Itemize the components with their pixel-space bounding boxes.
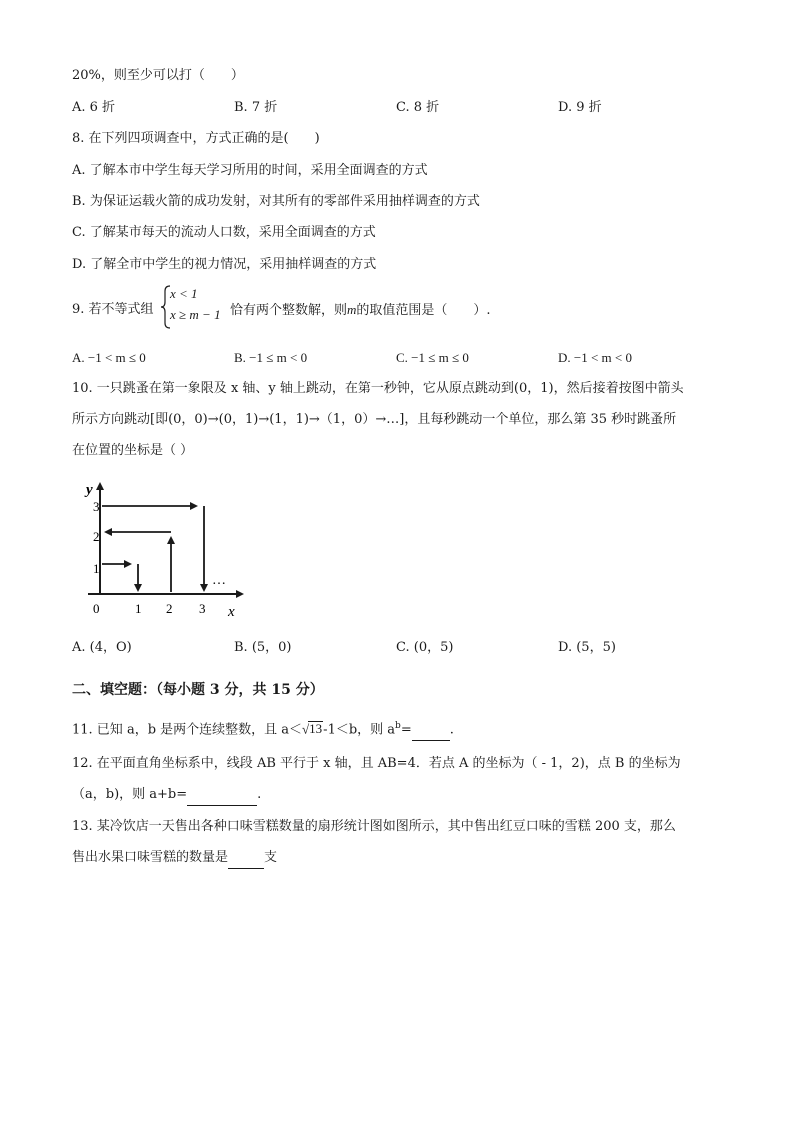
x-axis-label: x xyxy=(228,604,235,620)
sqrt-icon: √ xyxy=(302,721,310,737)
q9-prefix: 9. 若不等式组 xyxy=(72,302,154,317)
q10-line-2: 所示方向跳动[即(0，0)→(0，1)→(1，1)→（1，0）→…]，且每秒跳动一个单位，那么第 35 秒时跳蚤所 xyxy=(72,412,677,427)
q7-option-d: D. 9 折 xyxy=(558,100,602,115)
q9-suffix-b: 的取值范围是（ ）. xyxy=(356,303,491,318)
y-tick-label: 3 xyxy=(93,499,100,514)
q13-answer-blank[interactable] xyxy=(228,848,264,869)
q9-suffix-a: 恰有两个整数解，则 xyxy=(230,303,348,318)
flea-path-figure xyxy=(80,476,260,624)
q9-option-d: D. −1 < m < 0 xyxy=(558,350,632,365)
q7-stem-tail: 20%，则至少可以打（ ） xyxy=(72,68,244,83)
q10-option-b: B. (5，0) xyxy=(234,640,292,655)
q11 xyxy=(72,716,454,741)
system-line-1: x < 1 xyxy=(170,286,198,301)
q9-option-b: B. −1 ≤ m < 0 xyxy=(234,350,308,365)
q12-line-2 xyxy=(72,785,261,806)
q9-option-a: A. −1 < m ≤ 0 xyxy=(72,350,146,365)
y-tick-label: 2 xyxy=(93,529,100,544)
system-line-2: x ≥ m − 1 xyxy=(170,307,221,322)
q11-answer-blank[interactable] xyxy=(412,720,450,741)
q8-stem: 8. 在下列四项调查中，方式正确的是( ) xyxy=(72,131,320,146)
q11-middle: -1＜b，则 a xyxy=(323,722,396,738)
q9-suffix xyxy=(230,300,491,321)
q10-line-1: 10. 一只跳蚤在第一象限及 x 轴、y 轴上跳动，在第一秒钟，它从原点跳动到(0，1)，然后接着按图中箭头 xyxy=(72,381,684,396)
q11-suffix: = xyxy=(400,722,412,738)
q10-option-a: A. (4，O) xyxy=(72,640,132,655)
x-tick-label: 2 xyxy=(166,601,173,616)
q11-end: . xyxy=(449,722,454,738)
q13-line-2 xyxy=(72,848,277,869)
y-tick-label: 1 xyxy=(93,561,100,576)
q10-option-d: D. (5，5) xyxy=(558,640,616,655)
q12-answer-blank[interactable] xyxy=(187,785,257,806)
q7-option-a: A. 6 折 xyxy=(72,100,116,115)
y-axis-label: y xyxy=(86,482,93,498)
q8-option-a: A. 了解本市中学生每天学习所用的时间，采用全面调查的方式 xyxy=(72,163,428,178)
q8-option-b: B. 为保证运载火箭的成功发射，对其所有的零部件采用抽样调查的方式 xyxy=(72,194,480,209)
q11-radicand: 13 xyxy=(309,721,323,737)
q11-exponent: b xyxy=(395,721,401,731)
q10-option-c: C. (0，5) xyxy=(396,640,454,655)
q13-line-2-text: 售出水果口味雪糕的数量是 xyxy=(72,850,229,865)
q12-end: . xyxy=(257,787,262,802)
q9-var-m: m xyxy=(347,302,357,317)
q11-prefix: 11. 已知 a，b 是两个连续整数，且 a＜ xyxy=(72,722,303,738)
ellipsis: … xyxy=(212,573,226,588)
x-tick-label: 0 xyxy=(93,601,100,616)
q13-line-1: 13. 某冷饮店一天售出各种口味雪糕数量的扇形统计图如图所示，其中售出红豆口味的雪糕 200 支，那么 xyxy=(72,819,676,834)
section-heading-fill-blank: 二、填空题：（每小题 3 分，共 15 分） xyxy=(72,682,324,698)
q12-line-2-text: （a，b)，则 a+b= xyxy=(72,787,188,802)
q13-end: 支 xyxy=(264,850,278,865)
q9-option-c: C. −1 ≤ m ≤ 0 xyxy=(396,350,469,365)
q7-option-b: B. 7 折 xyxy=(234,100,278,115)
x-tick-label: 1 xyxy=(135,601,142,616)
q7-option-c: C. 8 折 xyxy=(396,100,440,115)
q12-line-1: 12. 在平面直角坐标系中，线段 AB 平行于 x 轴，且 AB=4．若点 A 的坐标为（ - 1，2)，点 B 的坐标为 xyxy=(72,756,681,771)
x-tick-label: 3 xyxy=(199,601,206,616)
q8-option-d: D. 了解全市中学生的视力情况，采用抽样调查的方式 xyxy=(72,257,377,272)
q8-option-c: C. 了解某市每天的流动人口数，采用全面调查的方式 xyxy=(72,225,376,240)
q10-line-3: 在位置的坐标是（ ） xyxy=(72,443,194,458)
